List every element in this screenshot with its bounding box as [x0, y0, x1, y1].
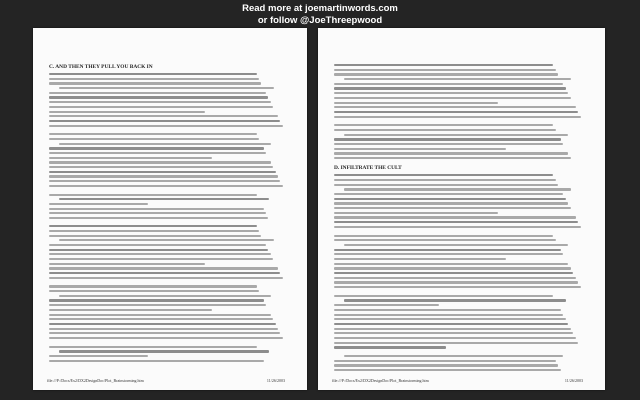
text-line — [49, 115, 278, 117]
text-line — [49, 290, 259, 292]
text-line — [334, 106, 576, 108]
text-line — [49, 328, 278, 330]
text-line — [59, 239, 274, 241]
page-body — [334, 58, 583, 370]
text-line — [334, 179, 556, 181]
text-line — [334, 277, 576, 279]
text-line — [334, 263, 568, 265]
text-line — [49, 125, 283, 127]
text-line — [59, 295, 271, 297]
section-body — [49, 73, 285, 219]
text-line — [49, 92, 266, 94]
text-line — [49, 323, 276, 325]
text-line — [334, 221, 578, 223]
text-line — [49, 225, 257, 227]
text-line — [334, 369, 561, 371]
text-line — [334, 226, 581, 228]
text-line — [334, 198, 566, 200]
text-line — [49, 355, 148, 357]
text-line — [334, 364, 558, 366]
text-line — [49, 332, 280, 334]
text-line — [334, 346, 446, 348]
text-line — [49, 194, 257, 196]
text-line — [49, 244, 266, 246]
text-line — [59, 350, 269, 352]
text-line — [49, 249, 268, 251]
text-line — [49, 212, 266, 214]
text-line — [334, 295, 553, 297]
page-footer-path: file:///P:/Docs/Ex2/DX2DesignDoc/Plot_Brainstorming.htm — [47, 378, 144, 383]
text-line — [334, 253, 563, 255]
text-line — [334, 143, 563, 145]
text-line — [49, 96, 268, 98]
text-line — [49, 106, 273, 108]
text-line — [334, 309, 561, 311]
page-side-note — [593, 42, 601, 142]
text-line — [334, 304, 439, 306]
section-body — [49, 225, 285, 362]
text-line — [334, 207, 571, 209]
text-line — [344, 78, 571, 80]
page-body — [49, 58, 285, 370]
text-line — [334, 360, 556, 362]
text-line — [49, 157, 212, 159]
text-line — [334, 318, 566, 320]
text-line — [334, 193, 563, 195]
text-line — [334, 83, 563, 85]
text-line — [334, 281, 578, 283]
text-line — [49, 309, 212, 311]
text-line — [49, 101, 271, 103]
promo-banner — [0, 3, 640, 27]
text-line — [334, 157, 571, 159]
promo-banner-line-2: or follow @JoeThreepwood — [257, 15, 383, 26]
document-page-right — [318, 28, 605, 390]
text-line — [334, 124, 553, 126]
text-line — [334, 328, 571, 330]
text-line — [49, 304, 266, 306]
text-line — [334, 111, 578, 113]
page-side-note — [295, 42, 303, 142]
text-line — [49, 78, 259, 80]
text-line — [49, 120, 280, 122]
text-line — [49, 171, 276, 173]
text-line — [49, 346, 257, 348]
text-line — [49, 267, 278, 269]
text-line — [49, 258, 273, 260]
text-line — [334, 286, 581, 288]
text-line — [334, 212, 498, 214]
text-line — [49, 175, 278, 177]
text-line — [334, 332, 573, 334]
text-line — [334, 64, 553, 66]
text-line — [344, 299, 566, 301]
text-line — [59, 143, 271, 145]
text-line — [49, 133, 257, 135]
text-line — [49, 360, 264, 362]
text-line — [49, 152, 266, 154]
page-footer-date: 11/26/2003 — [266, 378, 285, 383]
text-line — [49, 185, 283, 187]
text-line — [334, 337, 576, 339]
text-line — [334, 239, 556, 241]
text-line — [49, 217, 268, 219]
text-line — [334, 152, 568, 154]
text-line — [49, 263, 205, 265]
text-line — [49, 161, 271, 163]
text-line — [334, 258, 506, 260]
page-footer-date: 11/26/2003 — [564, 378, 583, 383]
text-line — [334, 235, 553, 237]
text-line — [49, 318, 273, 320]
text-line — [49, 277, 283, 279]
text-line — [59, 198, 269, 200]
section-heading: C. AND THEN THEY PULL YOU BACK IN — [49, 64, 153, 70]
text-line — [49, 285, 257, 287]
text-line — [334, 202, 568, 204]
text-line — [49, 180, 280, 182]
text-line — [334, 272, 573, 274]
text-line — [49, 166, 273, 168]
text-line — [334, 129, 556, 131]
text-line — [334, 216, 576, 218]
text-line — [334, 323, 568, 325]
text-line — [334, 87, 566, 89]
text-line — [334, 138, 561, 140]
text-line — [59, 87, 274, 89]
text-line — [49, 208, 264, 210]
text-line — [49, 337, 283, 339]
text-line — [334, 97, 571, 99]
text-line — [334, 174, 553, 176]
text-line — [334, 314, 563, 316]
section-heading: D. INFILTRATE THE CULT — [334, 165, 402, 172]
section-body — [334, 174, 583, 371]
text-line — [344, 188, 571, 190]
text-line — [49, 203, 148, 205]
section-body — [334, 64, 583, 159]
text-line — [49, 138, 259, 140]
text-line — [334, 342, 578, 344]
text-line — [49, 235, 261, 237]
text-line — [49, 111, 205, 113]
text-line — [334, 69, 556, 71]
document-page-left — [33, 28, 307, 390]
text-line — [334, 249, 561, 251]
text-line — [334, 148, 506, 150]
text-line — [334, 267, 571, 269]
text-line — [344, 134, 568, 136]
text-line — [49, 314, 271, 316]
text-line — [334, 92, 568, 94]
text-line — [49, 73, 257, 75]
text-line — [49, 230, 259, 232]
text-line — [344, 244, 568, 246]
text-line — [49, 253, 271, 255]
text-line — [49, 147, 264, 149]
text-line — [49, 272, 280, 274]
text-line — [334, 184, 558, 186]
text-line — [334, 116, 581, 118]
text-line — [344, 355, 563, 357]
page-footer-path: file:///P:/Docs/Ex2/DX2DesignDoc/Plot_Brainstorming.htm — [332, 378, 429, 383]
text-line — [334, 102, 498, 104]
text-line — [49, 82, 261, 84]
promo-banner-line-1: Read more at joemartinwords.com — [242, 3, 398, 14]
text-line — [334, 73, 558, 75]
text-line — [49, 299, 264, 301]
